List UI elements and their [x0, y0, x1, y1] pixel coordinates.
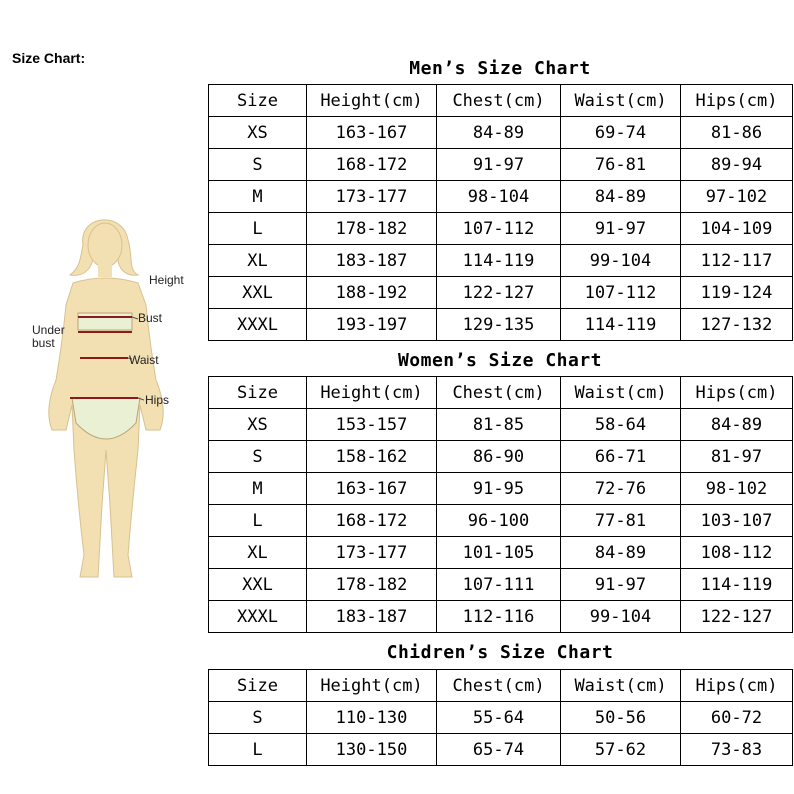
column-header: Size	[209, 85, 307, 117]
table-cell: XS	[209, 117, 307, 149]
table-cell: 183-187	[307, 601, 437, 633]
table-cell: M	[209, 181, 307, 213]
column-header: Waist(cm)	[561, 377, 681, 409]
column-header: Chest(cm)	[437, 85, 561, 117]
table-cell: 130-150	[307, 734, 437, 766]
table-row	[209, 213, 793, 245]
table-cell: 73-83	[681, 734, 793, 766]
table-cell: 84-89	[437, 117, 561, 149]
table-cell: XS	[209, 409, 307, 441]
table-row	[209, 734, 793, 766]
table-cell: 158-162	[307, 441, 437, 473]
table-row	[209, 245, 793, 277]
table-cell: 96-100	[437, 505, 561, 537]
table-cell: 76-81	[561, 149, 681, 181]
table-cell: 114-119	[561, 309, 681, 341]
table-header-row	[209, 85, 793, 117]
table-cell: XL	[209, 245, 307, 277]
table-row	[209, 473, 793, 505]
page-label: Size Chart:	[12, 50, 86, 66]
column-header: Waist(cm)	[561, 85, 681, 117]
table-cell: 86-90	[437, 441, 561, 473]
table-cell: 57-62	[561, 734, 681, 766]
table-cell: 50-56	[561, 702, 681, 734]
column-header: Size	[209, 377, 307, 409]
table-cell: 178-182	[307, 569, 437, 601]
table-cell: 55-64	[437, 702, 561, 734]
table-cell: 112-117	[681, 245, 793, 277]
table-cell: XXL	[209, 277, 307, 309]
column-header: Chest(cm)	[437, 377, 561, 409]
table-cell: S	[209, 702, 307, 734]
table-cell: 58-64	[561, 409, 681, 441]
waist-label: Waist	[129, 353, 159, 367]
column-header: Chest(cm)	[437, 670, 561, 702]
table-cell: 163-167	[307, 473, 437, 505]
table-cell: 112-116	[437, 601, 561, 633]
table-cell: 114-119	[681, 569, 793, 601]
table-cell: M	[209, 473, 307, 505]
table-row	[209, 441, 793, 473]
table-cell: 98-104	[437, 181, 561, 213]
table-row	[209, 117, 793, 149]
column-header: Hips(cm)	[681, 85, 793, 117]
table-cell: 103-107	[681, 505, 793, 537]
column-header: Waist(cm)	[561, 670, 681, 702]
table-cell: 127-132	[681, 309, 793, 341]
table-row	[209, 569, 793, 601]
table-cell: 104-109	[681, 213, 793, 245]
table-row	[209, 181, 793, 213]
under-bust-label-line1: Under	[32, 323, 65, 337]
table-cell: 84-89	[561, 537, 681, 569]
table-cell: 183-187	[307, 245, 437, 277]
table-cell: L	[209, 213, 307, 245]
table-cell: 69-74	[561, 117, 681, 149]
womens-size-table	[208, 376, 793, 633]
table-cell: XXL	[209, 569, 307, 601]
table-row	[209, 601, 793, 633]
table-cell: 91-97	[561, 569, 681, 601]
table-cell: 107-111	[437, 569, 561, 601]
column-header: Hips(cm)	[681, 377, 793, 409]
table-cell: 84-89	[681, 409, 793, 441]
table-cell: 122-127	[437, 277, 561, 309]
table-cell: 91-97	[437, 149, 561, 181]
table-cell: 188-192	[307, 277, 437, 309]
table-row	[209, 409, 793, 441]
column-header: Size	[209, 670, 307, 702]
table-cell: 91-95	[437, 473, 561, 505]
table-cell: 89-94	[681, 149, 793, 181]
table-cell: 77-81	[561, 505, 681, 537]
table-cell: 66-71	[561, 441, 681, 473]
table-cell: 65-74	[437, 734, 561, 766]
table-cell: XL	[209, 537, 307, 569]
table-cell: 60-72	[681, 702, 793, 734]
table-cell: 129-135	[437, 309, 561, 341]
table-cell: S	[209, 149, 307, 181]
table-cell: 110-130	[307, 702, 437, 734]
table-row	[209, 309, 793, 341]
table-cell: 97-102	[681, 181, 793, 213]
table-cell: S	[209, 441, 307, 473]
table-row	[209, 702, 793, 734]
table-cell: 114-119	[437, 245, 561, 277]
table-cell: 122-127	[681, 601, 793, 633]
column-header: Height(cm)	[307, 670, 437, 702]
table-cell: 173-177	[307, 181, 437, 213]
table-cell: 107-112	[437, 213, 561, 245]
table-cell: 99-104	[561, 245, 681, 277]
childrens-size-table	[208, 669, 793, 766]
childrens-chart-title: Chidren’s Size Chart	[386, 642, 614, 663]
height-label: Height	[149, 273, 184, 287]
table-cell: 108-112	[681, 537, 793, 569]
hips-label: Hips	[145, 393, 170, 407]
table-cell: 153-157	[307, 409, 437, 441]
table-cell: 81-86	[681, 117, 793, 149]
table-cell: 99-104	[561, 601, 681, 633]
column-header: Height(cm)	[307, 377, 437, 409]
table-cell: 98-102	[681, 473, 793, 505]
table-row	[209, 537, 793, 569]
womens-chart-title: Women’s Size Chart	[397, 350, 603, 371]
table-row	[209, 149, 793, 181]
table-cell: 101-105	[437, 537, 561, 569]
table-cell: XXXL	[209, 309, 307, 341]
body-measurement-figure	[28, 205, 208, 605]
table-cell: 193-197	[307, 309, 437, 341]
under-bust-label-line2: bust	[32, 336, 55, 350]
table-cell: 178-182	[307, 213, 437, 245]
table-header-row	[209, 377, 793, 409]
table-cell: 163-167	[307, 117, 437, 149]
table-row	[209, 277, 793, 309]
table-cell: 72-76	[561, 473, 681, 505]
under-bust-label	[32, 324, 65, 350]
mens-size-table	[208, 84, 793, 341]
table-cell: L	[209, 505, 307, 537]
column-header: Hips(cm)	[681, 670, 793, 702]
bust-label: Bust	[138, 311, 163, 325]
table-cell: 173-177	[307, 537, 437, 569]
table-row	[209, 505, 793, 537]
table-cell: L	[209, 734, 307, 766]
table-cell: 84-89	[561, 181, 681, 213]
table-cell: 168-172	[307, 505, 437, 537]
body-silhouette-icon	[28, 205, 208, 605]
table-cell: 119-124	[681, 277, 793, 309]
table-cell: 81-97	[681, 441, 793, 473]
table-header-row	[209, 670, 793, 702]
table-cell: 168-172	[307, 149, 437, 181]
table-cell: 81-85	[437, 409, 561, 441]
table-cell: 107-112	[561, 277, 681, 309]
column-header: Height(cm)	[307, 85, 437, 117]
table-cell: 91-97	[561, 213, 681, 245]
table-cell: XXXL	[209, 601, 307, 633]
mens-chart-title: Men’s Size Chart	[409, 58, 591, 79]
